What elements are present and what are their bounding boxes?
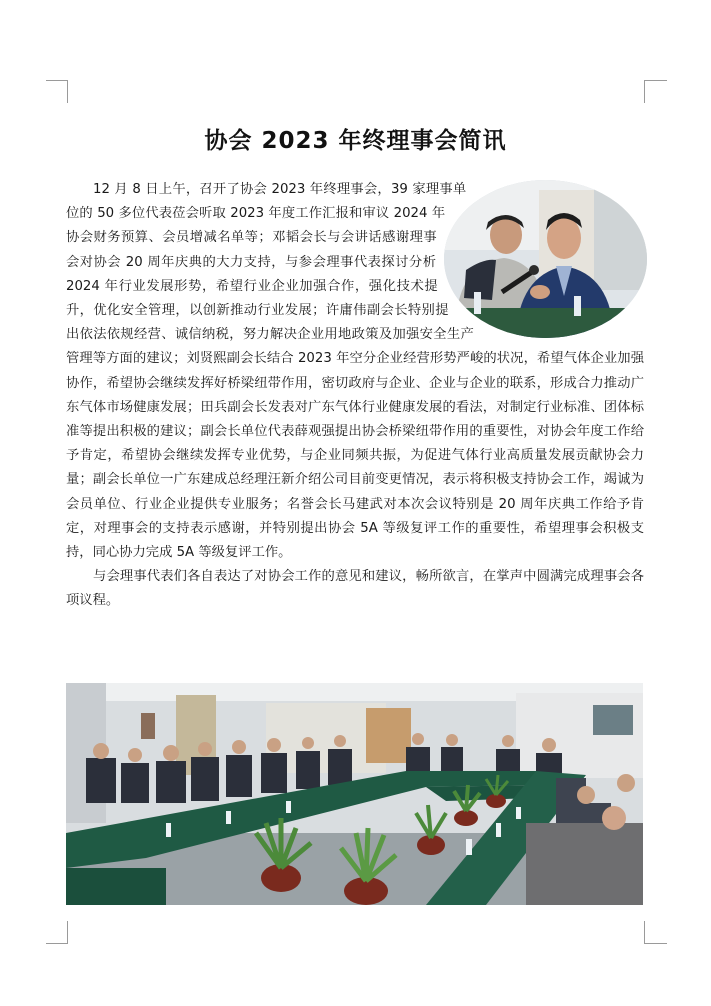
crop-mark-bottom-left bbox=[46, 921, 68, 944]
article-paragraph: 12 月 8 日上午，召开了协会 2023 年终理事会，39 家理事单位的 50 多位代表莅会听取 2023 年度工作汇报和审议 2024 年协会财务预算、会员增减名单等；邓韬会长与会讲话感谢理事会对协会 20 周年庆典的大力支持，与参会理事代表探讨分析 2024 年行业发展形势，希望行业企业加强合作，强化技术提升，优化安全管理，以创新推动行业发展；许庸伟副会长特别提出依法依规经营、诚信纳税，努力解决企业用地政策及加强安全生产管理等方面的建议；刘贤熙副会长结合 2023 年空分企业经营形势严峻的状况，希望气体企业加强协作，希望协会继续发挥好桥梁纽带作用，密切政府与企业、企业与企业的联系，形成合力推动广东气体市场健康发展；田兵副会长发表对广东气体行业健康发展的看法，对制定行业标准、团体标准等提出积极的建议；副会长单位代表薛观强提出协会桥梁纽带作用的重要性，对协会年度工作给予肯定，希望协会继续发挥专业优势，与企业同频共振，为促进气体行业高质量发展贡献协会力量；副会长单位一广东建成总经理汪新介绍公司目前变更情况，表示将积极支持协会工作，竭诚为会员单位、行业企业提供专业服务；名誉会长马建武对本次会议特别是 20 周年庆典工作给予肯定，对理事会的支持表示感谢，并特别提出协会 5A 等级复评工作的重要性，希望理事会积极支持，同心协力完成 5A 等级复评工作。 bbox=[66, 182, 644, 561]
crop-mark-top-right bbox=[644, 80, 667, 103]
page-title: 协会 2023 年终理事会简讯 bbox=[204, 128, 507, 154]
meeting-photo bbox=[66, 683, 643, 905]
crop-mark-bottom-right bbox=[644, 921, 667, 944]
article-paragraph: 与会理事代表们各自表达了对协会工作的意见和建议，畅所欲言，在掌声中圆满完成理事会各项议程。 bbox=[66, 569, 644, 609]
article-body bbox=[66, 178, 644, 614]
speaker-photo bbox=[444, 180, 647, 338]
crop-mark-top-left bbox=[46, 80, 68, 103]
